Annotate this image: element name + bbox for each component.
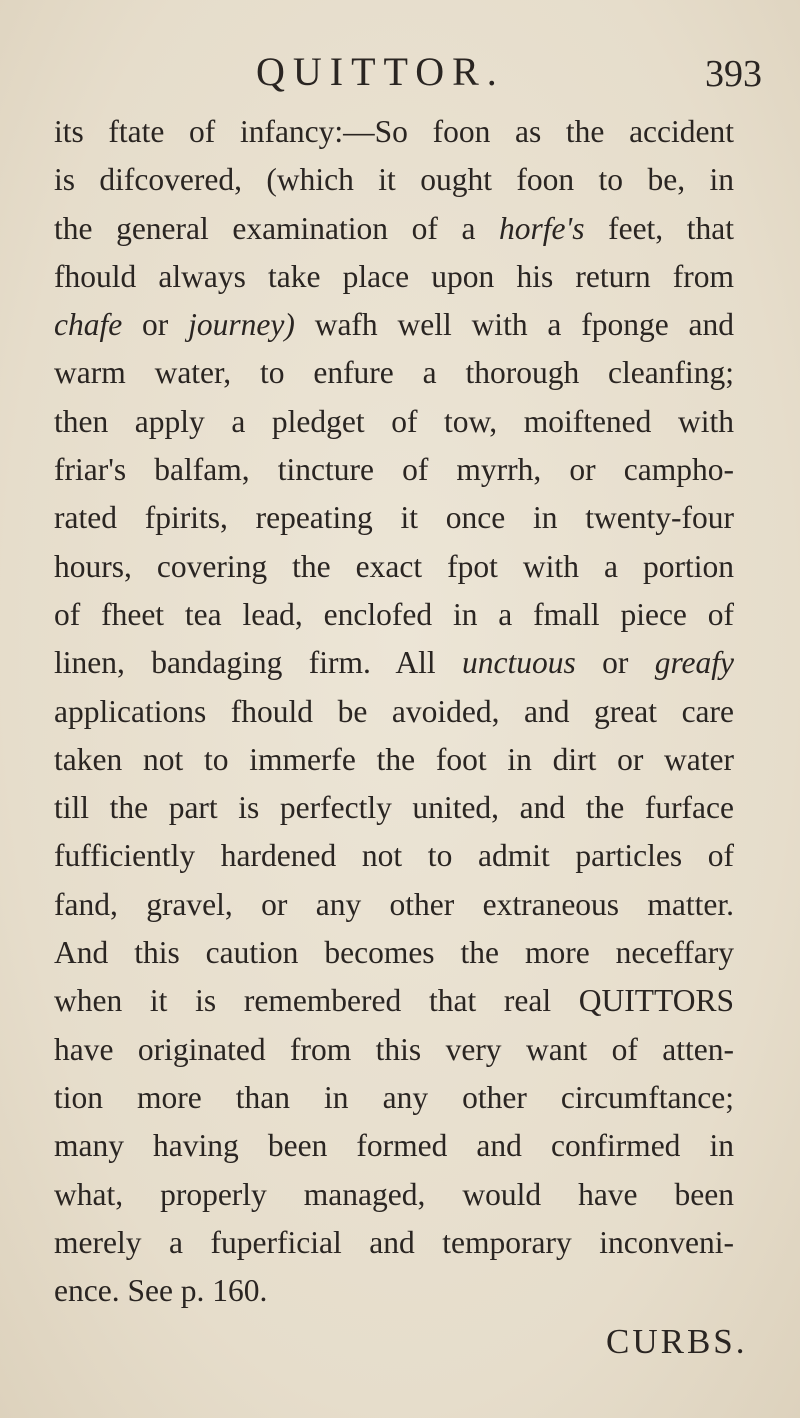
text-line	[54, 1171, 734, 1219]
text-segment: fand, gravel, or any other extraneous matter.	[54, 886, 734, 922]
text-segment: warm water, to enfure a thorough cleanfing;	[54, 355, 734, 391]
text-line	[54, 1074, 734, 1122]
text-segment: many having been formed and confirmed in	[54, 1128, 734, 1164]
text-line	[54, 591, 734, 639]
text-segment: tion more than in any other circumftance;	[54, 1079, 734, 1115]
text-segment: or	[575, 645, 655, 681]
text-line	[54, 1267, 734, 1315]
text-line	[54, 349, 734, 397]
page-number: 393	[705, 53, 762, 95]
text-segment: till the part is perfectly united, and the furface	[54, 790, 734, 826]
text-segment: And this caution becomes the more neceffary	[54, 935, 734, 971]
text-segment: friar's balfam, tincture of myrrh, or campho-	[54, 452, 734, 488]
text-line	[54, 543, 734, 591]
text-line	[54, 494, 734, 542]
text-segment: hours, covering the exact fpot with a portion	[54, 548, 734, 584]
text-segment: linen, bandaging firm. All	[54, 645, 463, 681]
text-segment: or	[122, 307, 189, 343]
text-line	[54, 929, 734, 977]
text-segment: the general examination of a	[54, 210, 500, 246]
text-line	[54, 1219, 734, 1267]
text-segment: then apply a pledget of tow, moiftened with	[54, 403, 734, 439]
running-title: QUITTOR.	[256, 49, 505, 94]
text-segment: wafh well with a fponge and	[294, 307, 735, 343]
running-head	[0, 48, 800, 104]
text-segment: of fheet tea lead, enclofed in a fmall piece of	[54, 596, 734, 632]
text-line	[54, 832, 734, 880]
catchword: CURBS.	[606, 1322, 748, 1361]
text-line	[54, 784, 734, 832]
text-segment: feet, that	[584, 210, 734, 246]
text-segment: have originated from this very want of atten-	[54, 1031, 734, 1067]
text-segment: applications fhould be avoided, and great care	[54, 693, 734, 729]
text-segment: its ftate of infancy:—So foon as the accident	[54, 114, 734, 149]
italic-word: horfe's	[499, 210, 585, 246]
text-line	[54, 301, 734, 349]
text-segment: taken not to immerfe the foot in dirt or water	[54, 741, 734, 777]
text-segment: fufficiently hardened not to admit particles of	[54, 838, 734, 874]
italic-word: chafe	[54, 307, 123, 343]
text-line	[54, 205, 734, 253]
text-segment: when it is remembered that real QUITTORS	[54, 983, 734, 1019]
text-line	[54, 688, 734, 736]
text-line	[54, 881, 734, 929]
italic-word: unctuous	[462, 645, 576, 681]
text-segment: ence. See p. 160.	[54, 1273, 268, 1309]
text-line	[54, 156, 734, 204]
text-line	[54, 108, 734, 156]
text-line	[54, 398, 734, 446]
italic-word: journey)	[188, 307, 295, 343]
text-segment: fhould always take place upon his return from	[54, 258, 734, 294]
body-text	[54, 108, 734, 1315]
text-segment: is difcovered, (which it ought foon to be, in	[54, 162, 734, 198]
text-line	[54, 446, 734, 494]
text-line	[54, 1122, 734, 1170]
text-segment: rated fpirits, repeating it once in twenty-four	[54, 500, 734, 536]
text-line	[54, 977, 734, 1025]
text-line	[54, 736, 734, 784]
text-line	[54, 253, 734, 301]
text-line	[54, 639, 734, 687]
text-segment: what, properly managed, would have been	[54, 1176, 734, 1212]
italic-word: greafy	[654, 645, 734, 681]
text-line	[54, 1026, 734, 1074]
text-segment: merely a fuperficial and temporary inconveni-	[54, 1224, 734, 1260]
